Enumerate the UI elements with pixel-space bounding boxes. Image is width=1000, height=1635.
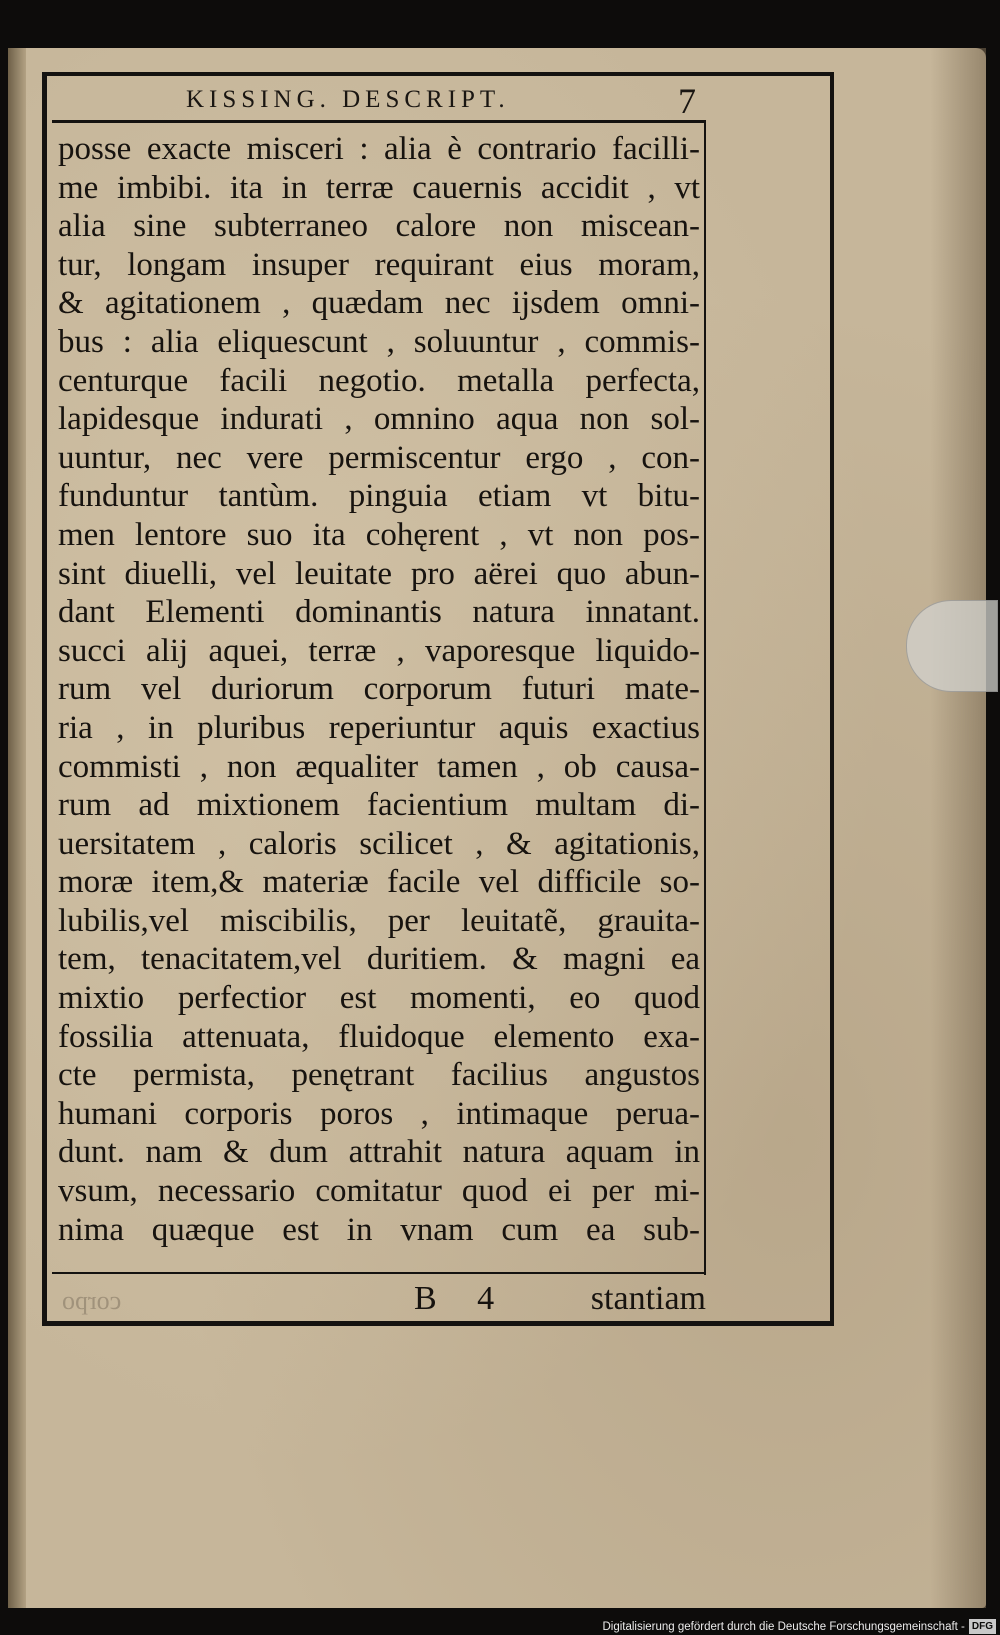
page-number: 7: [678, 81, 696, 121]
page-gutter-shadow: [8, 48, 26, 1608]
body-text: [58, 130, 700, 1249]
text-line: uuntur, nec vere permiscentur ergo , con-: [58, 439, 700, 476]
text-line: tem, tenacitatem,vel duritiem. & magni ea: [58, 941, 700, 978]
catchword: stantiam: [590, 1280, 706, 1317]
text-line: uersitatem , caloris scilicet , & agitationis,: [58, 825, 700, 862]
credit-text: Digitalisierung gefördert durch die Deutsche Forschungsgemeinschaft -: [602, 1620, 965, 1633]
text-line: tur, longam insuper requirant eius moram,: [58, 246, 700, 283]
text-line: moræ item,& materiæ facile vel difficile so-: [58, 864, 700, 901]
page-footer: [52, 1278, 712, 1324]
text-line: commisti , non æqualiter tamen , ob causa-: [58, 748, 700, 785]
text-line: dant Elementi dominantis natura innatant.: [58, 594, 700, 631]
footer-rule: [52, 1272, 704, 1274]
text-line: ria , in pluribus reperiuntur aquis exactius: [58, 709, 700, 746]
text-line: dunt. nam & dum attrahit natura aquam in: [58, 1134, 700, 1171]
text-line: nima quæque est in vnam cum ea sub-: [58, 1211, 700, 1248]
text-line: cte permista, penętrant facilius angustos: [58, 1057, 700, 1094]
text-line: lapidesque indurati , omnino aqua non sol-: [58, 401, 700, 438]
text-line: me imbibi. ita in terræ cauernis accidit , vt: [58, 169, 700, 206]
text-line: funduntur tantùm. pinguia etiam vt bitu-: [58, 478, 700, 515]
inner-frame-rule: [704, 120, 706, 1275]
text-line: humani corporis poros , intimaque perua-: [58, 1095, 700, 1132]
text-line: & agitationem , quædam nec ijsdem omni-: [58, 285, 700, 322]
page-tab-marker: [906, 600, 998, 692]
page-header: [60, 80, 710, 120]
text-line: sint diuelli, vel leuitate pro aërei quo abun-: [58, 555, 700, 592]
text-line: fossilia attenuata, fluidoque elemento exa-: [58, 1018, 700, 1055]
text-line: vsum, necessario comitatur quod ei per mi-: [58, 1173, 700, 1210]
show-through-text: corpo: [62, 1286, 122, 1315]
text-line: alia sine subterraneo calore non miscean-: [58, 208, 700, 245]
running-head: KISSING. DESCRIPT.: [186, 86, 510, 113]
text-line: lubilis,vel miscibilis, per leuitatẽ, grauita-: [58, 902, 700, 939]
text-line: bus : alia eliquescunt , soluuntur , commis-: [58, 323, 700, 360]
dfg-logo: DFG: [969, 1619, 996, 1634]
digitization-credit: [602, 1618, 996, 1635]
signature-mark: B 4: [414, 1280, 511, 1317]
text-line: men lentore suo ita cohęrent , vt non pos-: [58, 516, 700, 553]
text-line: centurque facili negotio. metalla perfecta,: [58, 362, 700, 399]
page-edge-shadow: [930, 48, 986, 1608]
text-line: mixtio perfectior est momenti, eo quod: [58, 980, 700, 1017]
header-rule: [52, 120, 704, 123]
text-line: posse exacte misceri : alia è contrario facilli-: [58, 131, 700, 167]
text-line: succi alij aquei, terræ , vaporesque liquido-: [58, 632, 700, 669]
text-line: rum vel duriorum corporum futuri mate-: [58, 671, 700, 708]
text-line: rum ad mixtionem facientium multam di-: [58, 787, 700, 824]
